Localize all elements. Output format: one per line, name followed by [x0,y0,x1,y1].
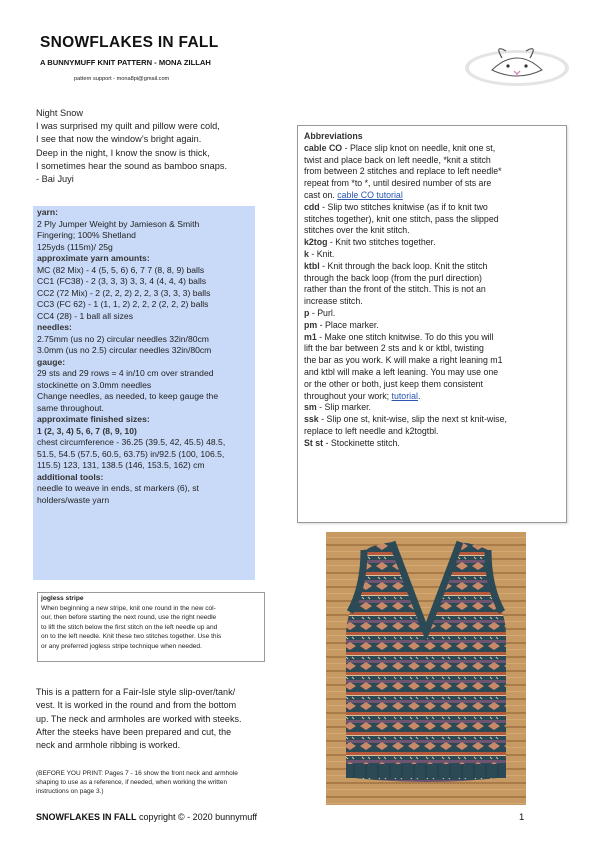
yarn-line: stockinette on 3.0mm needles [37,379,152,390]
abbreviation-line [304,225,566,237]
abbreviation-line [304,320,566,332]
abbreviation-line [304,296,566,308]
print-note-line: (BEFORE YOU PRINT: Pages 7 - 16 show the front neck and armhole [36,770,238,777]
yarn-line: needle to weave in ends, st markers (6), st [37,483,199,493]
abbreviation-line [304,237,566,249]
abbreviation-line [304,308,566,320]
abbreviation-definition: repeat from *to *, until desired number of sts are [304,178,492,189]
page-number: 1 [519,812,525,823]
poem-line: I sometimes hear the sound as bamboo snaps. [36,160,228,171]
abbreviation-line [304,379,566,391]
abbreviation-definition: rather than the front of the stitch. This is not an [304,284,486,295]
abbreviation-definition: - Knit. [308,248,335,259]
abbreviation-term: ktbl [304,260,320,271]
abbreviation-definition: - Place slip knot on needle, knit one st, [342,142,496,153]
yarn-line: MC (82 Mix) - 4 (5, 5, 6) 6, 7 7 (8, 8, 9) balls [37,264,205,275]
yarn-line: CC4 (28) - 1 ball all sizes [37,310,133,321]
abbreviations-heading: Abbreviations [304,131,363,141]
yarn-heading: approximate finished sizes: [37,414,150,424]
yarn-line: Change needles, as needed, to keep gauge the [37,391,219,401]
abbreviation-line [304,391,566,403]
support-contact: pattern support - mona8pi@gmail.com [74,76,170,82]
abbreviation-line [304,190,566,202]
abbreviation-definition: - Make one stitch knitwise. To do this you will [316,331,494,342]
print-note [36,770,306,797]
abbreviation-line [304,402,566,414]
yarn-heading: approximate yarn amounts: [37,253,150,263]
yarn-line: 51.5, 54.5 (57.5, 60.5, 63.75) in/92.5 (100, 106.5, [37,448,225,459]
abbreviation-definition: and ktbl will make a left leaning. You may use one [304,366,499,377]
abbreviation-term: p [304,307,310,318]
pattern-subtitle: A BUNNYMUFF KNIT PATTERN - MONA ZILLAH [40,58,211,67]
abbreviation-line [304,414,566,426]
abbreviation-term: sm [304,402,317,413]
yarn-line: 2 Ply Jumper Weight by Jamieson & Smith [37,218,200,229]
footer-copyright: copyright © - 2020 bunnymuff [136,812,258,822]
abbreviation-line [304,143,566,155]
abbreviation-line [304,438,566,450]
abbreviation-term: ssk [304,414,319,425]
abbreviation-term: m1 [304,331,317,342]
abbreviation-line [304,273,566,285]
abbreviation-line [304,155,566,167]
jogless-stripe-text [41,594,263,652]
description-line: This is a pattern for a Fair-Isle style slip-over/tank/ [36,687,236,697]
description-line: neck and armhole ribbing is worked. [36,740,181,751]
abbreviation-definition: - Stockinette stitch. [323,437,400,448]
vest-photo [326,532,526,805]
jogless-line: When beginning a new stripe, knit one round in the new col- [41,604,216,612]
abbreviation-definition: - Purl. [309,307,336,318]
abbreviation-term: St st [304,437,324,448]
yarn-line: CC1 (FC38) - 2 (3, 3, 3) 3, 3, 4 (4, 4, 4) balls [37,276,207,286]
yarn-line: 3.0mm (us no 2.5) circular needles 32in/80cm [37,345,212,355]
description-line: After the steeks have been prepared and cut, the [36,726,232,737]
yarn-heading: gauge: [37,356,66,367]
abbreviation-definition: - Knit two stitches together. [327,237,436,248]
yarn-line: CC2 (72 Mix) - 2 (2, 2, 2) 2, 2, 3 (3, 3, 3) balls [37,287,211,298]
tutorial-link[interactable]: cable CO tutorial [337,189,403,200]
abbreviation-definition: increase stitch. [304,296,363,307]
abbreviation-definition: - Slip one st, knit-wise, slip the next st knit-wise, [318,414,507,425]
yarn-heading: 1 (2, 3, 4) 5, 6, 7 (8, 9, 10) [37,425,137,436]
abbreviation-term: k2tog [304,237,328,248]
yarn-heading: additional tools: [37,471,104,482]
yarn-heading: needles: [37,322,72,332]
bunny-face-icon [462,44,572,88]
abbreviation-line [304,249,566,261]
abbreviation-definition: . [417,390,421,401]
abbreviation-definition: stitches over the knit stitch. [304,225,410,236]
abbreviation-definition: the bar as you work. K will make a right leaning m1 [304,355,503,366]
abbreviation-line [304,166,566,178]
abbreviation-term: cdd [304,201,320,212]
abbreviation-definition: stitches together), knit one stitch, pass the slipped [304,213,499,224]
jogless-line: on to the left needle. Knit these two stitches together. Use this [41,633,222,641]
poem-line: Deep in the night, I know the snow is thick, [36,147,210,158]
jogless-line: to lift the stitch below the first stitch on the left needle up and [41,623,218,631]
yarn-heading: yarn: [37,207,59,217]
yarn-line: chest circumference - 36.25 (39.5, 42, 45.5) 48.5, [37,437,226,447]
abbreviation-definition: - Slip marker. [316,402,371,413]
footer [36,812,257,822]
tutorial-link[interactable]: tutorial [391,390,418,401]
abbreviation-term: k [304,248,309,259]
yarn-line: 2.75mm (us no 2) circular needles 32in/80cm [37,333,209,344]
yarn-line: Fingering; 100% Shetland [37,230,136,240]
abbreviation-line [304,426,566,438]
yarn-line: 115.5) 123, 131, 138.5 (146, 153.5, 162) cm [37,460,205,470]
abbreviation-definition: - Slip two stitches knitwise (as if to knit two [319,201,488,212]
yarn-line: same throughout. [37,402,104,413]
jogless-line: our, then before starting the next round, use the right needle [41,614,217,622]
abbreviation-line [304,261,566,273]
description-line: up. The neck and armholes are worked with steeks. [36,713,242,724]
abbreviation-line [304,332,566,344]
abbreviation-term: cable CO [304,142,343,153]
yarn-line: 29 sts and 29 rows = 4 in/10 cm over stranded [37,368,214,378]
abbreviation-definition: throughout your work; [304,390,392,401]
footer-title: SNOWFLAKES IN FALL [36,812,137,822]
abbreviation-definition: - Place marker. [317,319,379,330]
yarn-line: 125yds (115m)/ 25g [37,241,113,252]
abbreviation-definition: through the back loop (from the purl direction) [304,272,482,283]
print-note-line: shaping to use as a reference, if needed, when working the written [36,778,228,786]
abbreviation-line [304,202,566,214]
page-title: SNOWFLAKES IN FALL [40,34,219,51]
description-line: vest. It is worked in the round and from the bottom [36,700,237,711]
abbreviation-term: pm [304,319,318,330]
abbreviation-definition: or the other or both, just keep them consistent [304,378,483,389]
abbreviation-line [304,284,566,296]
abbreviation-definition: - Knit through the back loop. Knit the stitch [319,260,488,271]
jogless-line: or any preferred jogless stripe technique when needed. [41,642,202,650]
yarn-line: holders/waste yarn [37,494,110,505]
abbreviation-line [304,214,566,226]
abbreviation-line [304,355,566,367]
poem [36,107,296,186]
abbreviation-line [304,367,566,379]
poem-line: - Bai Juyi [36,174,74,185]
print-note-line: instructions on page 3.) [36,787,104,795]
yarn-info-text [37,207,259,506]
abbreviation-definition: cast on. [304,189,338,200]
abbreviation-definition: from between 2 stitches and replace to left needle* [304,166,502,177]
abbreviation-definition: lift the bar between 2 sts and k or ktbl, twisting [304,343,484,354]
poem-line: Night Snow [36,108,83,118]
abbreviation-line [304,178,566,190]
poem-line: I was surprised my quilt and pillow were cold, [36,121,220,132]
jogless-stripe-title: jogless stripe [41,595,84,602]
abbreviations-list [304,131,566,450]
yarn-line: CC3 (FC 62) - 1 (1, 1, 2) 2, 2, 2 (2, 2, 2) balls [37,299,209,309]
abbreviation-line [304,343,566,355]
poem-line: I see that now the window’s bright again. [36,134,202,145]
pattern-description [36,686,296,752]
abbreviation-definition: twist and place back on left needle, *knit a stitch [304,154,491,165]
abbreviation-definition: replace to left needle and k2togtbl. [304,425,439,436]
